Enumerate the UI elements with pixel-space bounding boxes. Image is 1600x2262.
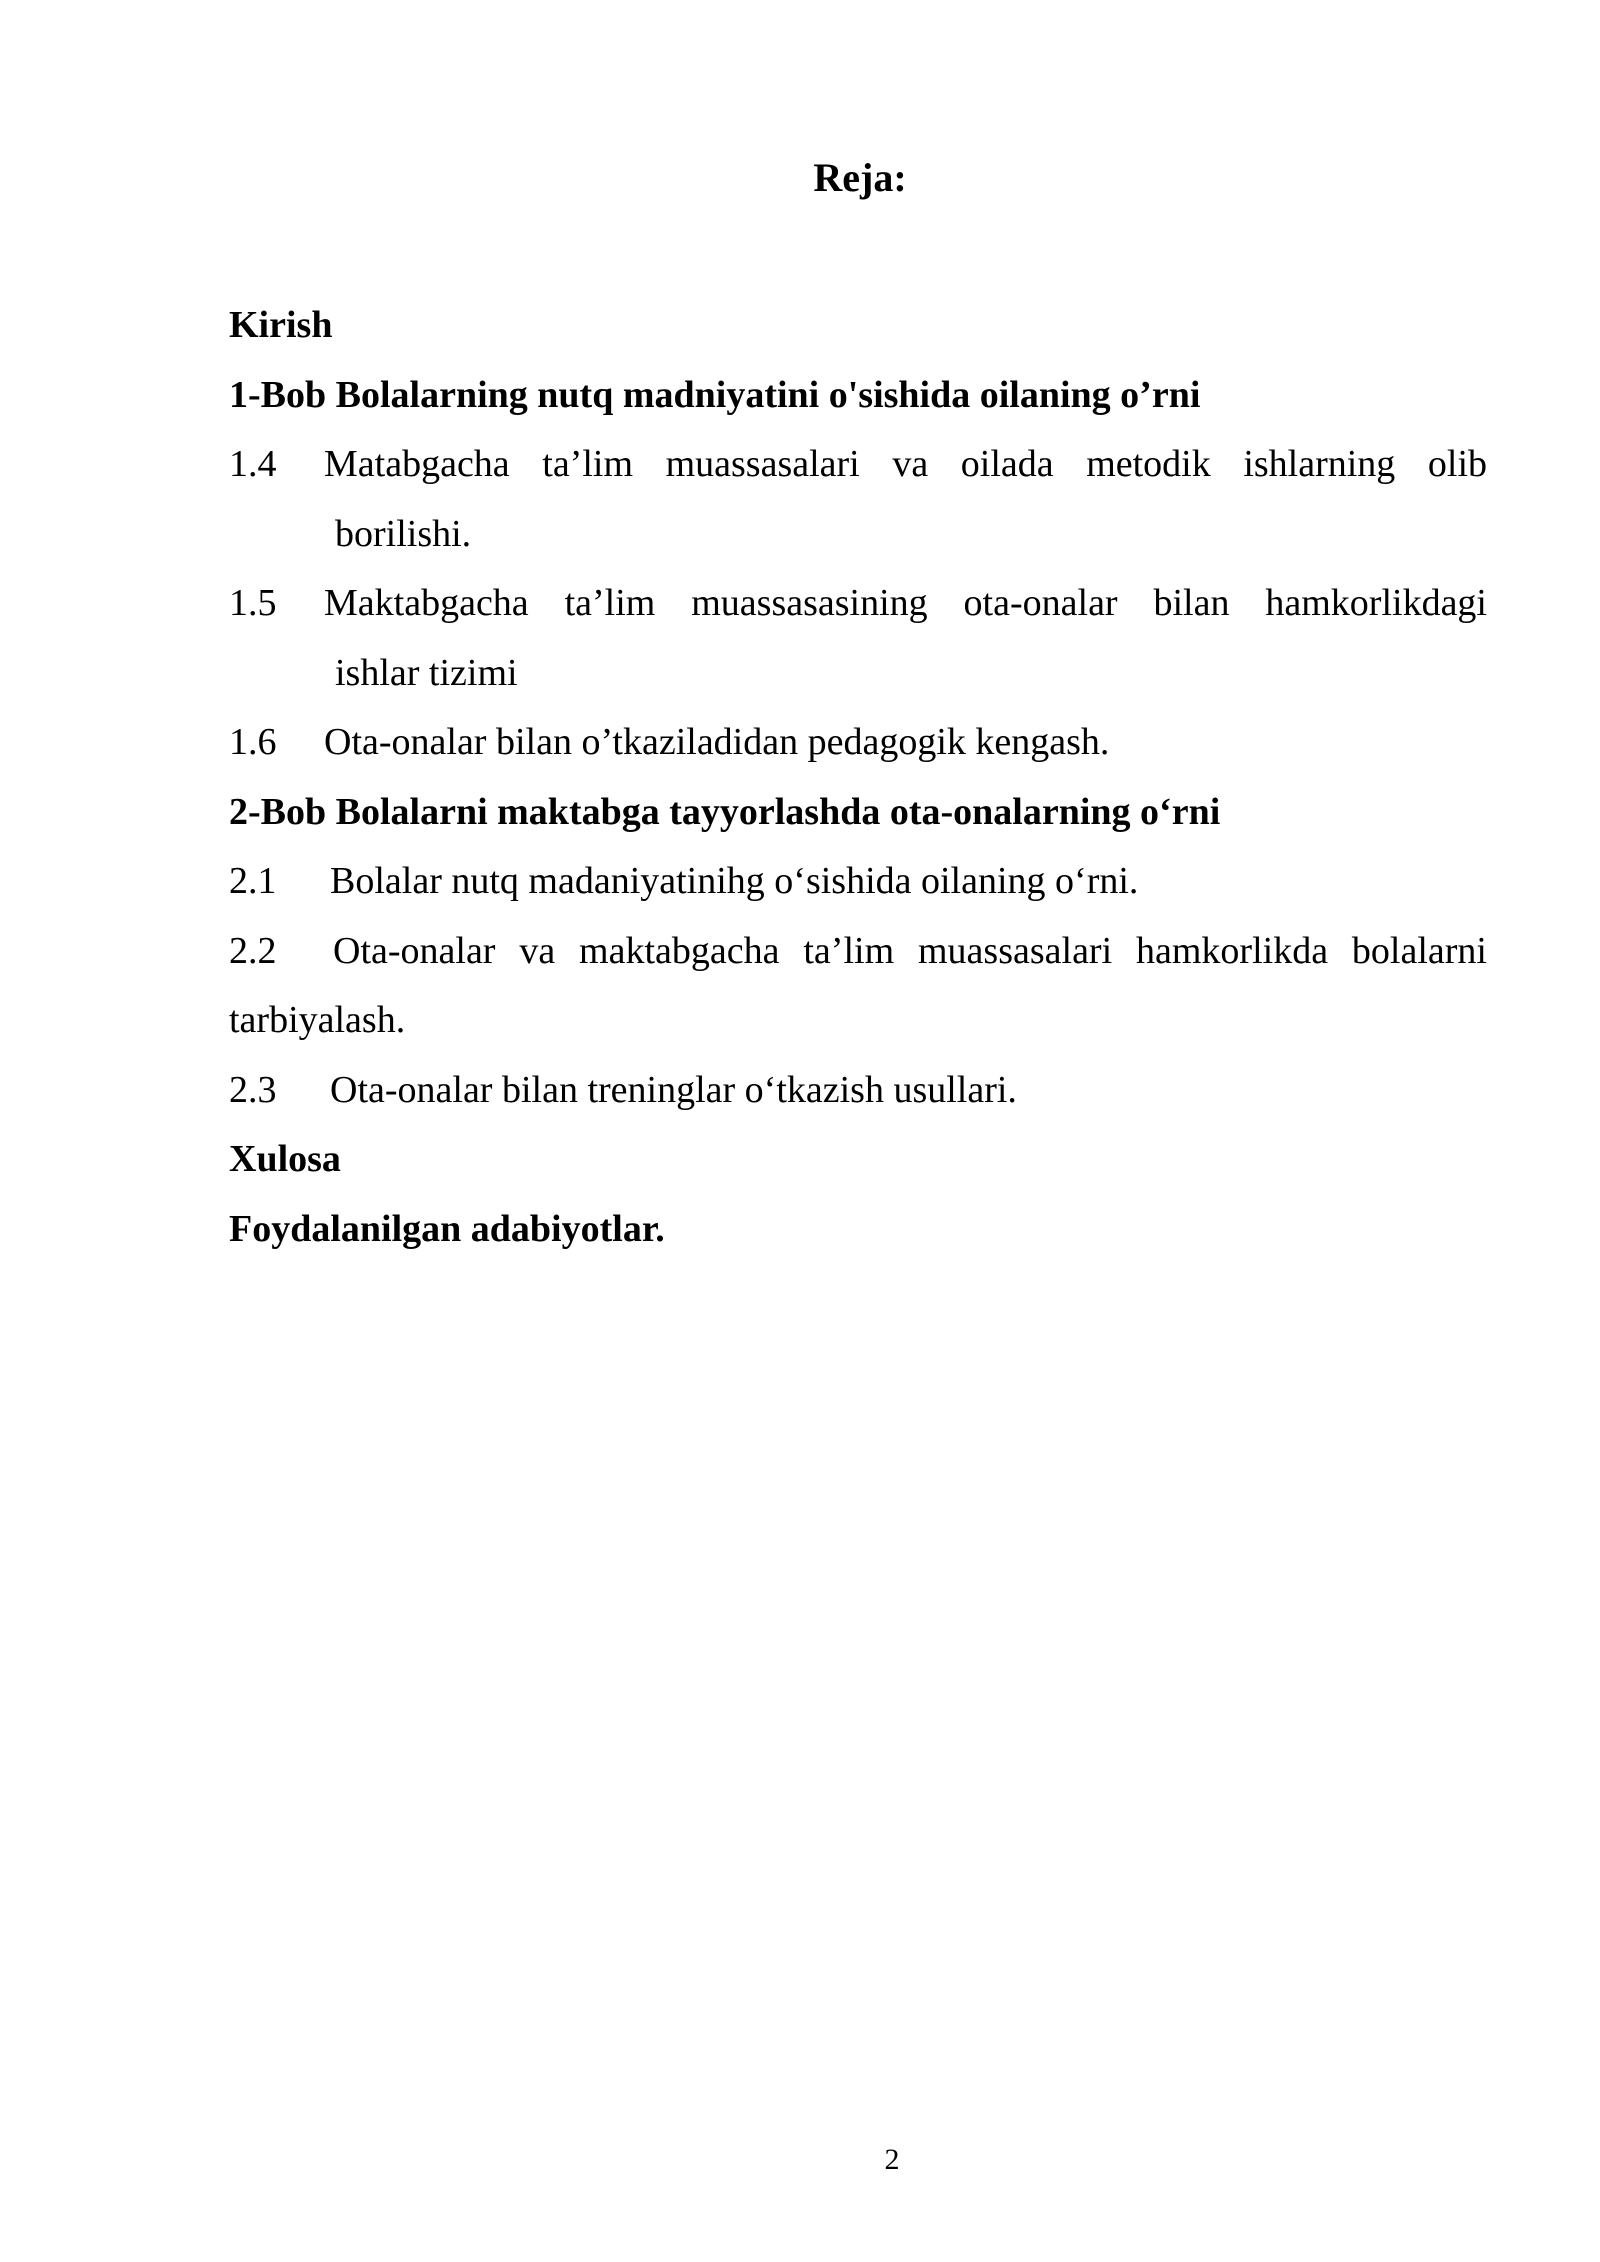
toc-conclusion: Xulosa [229, 1138, 341, 1180]
toc-item-text: Matabgacha ta’lim muassasalari va oilada metodik ishlarning olib [324, 443, 1487, 485]
toc-item-number: 2.1 [229, 860, 277, 902]
toc-item-2-2 [229, 917, 1487, 1056]
toc-item-text: Maktabgacha ta’lim muassasasining ota-onalar bilan hamkorlikdagi [324, 582, 1487, 624]
toc-item-continuation: ishlar tizimi [335, 651, 518, 694]
toc-item-continuation: borilishi. [335, 512, 472, 555]
toc-item-number: 1.6 [229, 721, 277, 763]
toc-item-text: Ota-onalar va maktabgacha ta’lim muassasalari hamkorlikda bolalarni [333, 929, 1487, 972]
toc-chapter-1: 1-Bob Bolalarning nutq madniyatini o'sishida oilaning o’rni [229, 373, 1201, 416]
toc-item-text: Ota-onalar bilan treninglar o‘tkazish usullari. [330, 1068, 1017, 1111]
toc-item-text: Bolalar nutq madaniyatinihg o‘sishida oilaning o‘rni. [330, 860, 1139, 902]
toc-item-text: Ota-onalar bilan o’tkaziladidan pedagogik kengash. [324, 721, 1110, 763]
toc-item-number: 2.3 [229, 1068, 277, 1111]
toc-item-number: 1.4 [229, 443, 277, 485]
toc-references: Foydalanilgan adabiyotlar. [229, 1207, 665, 1250]
toc-item-1-4 [229, 430, 1487, 569]
toc-item-2-1 [229, 847, 1487, 917]
page-number: 2 [884, 2143, 900, 2176]
table-of-contents [229, 291, 1487, 1264]
toc-item-number: 2.2 [229, 929, 277, 972]
toc-item-1-6 [229, 708, 1487, 778]
toc-item-2-3 [229, 1056, 1487, 1126]
toc-introduction: Kirish [229, 304, 333, 346]
toc-item-number: 1.5 [229, 582, 277, 624]
toc-chapter-2: 2-Bob Bolalarni maktabga tayyorlashda ota-onalarning o‘rni [229, 790, 1221, 833]
page-title: Reja: [813, 155, 907, 200]
toc-item-1-5 [229, 569, 1487, 708]
toc-item-continuation: tarbiyalash. [229, 999, 406, 1041]
